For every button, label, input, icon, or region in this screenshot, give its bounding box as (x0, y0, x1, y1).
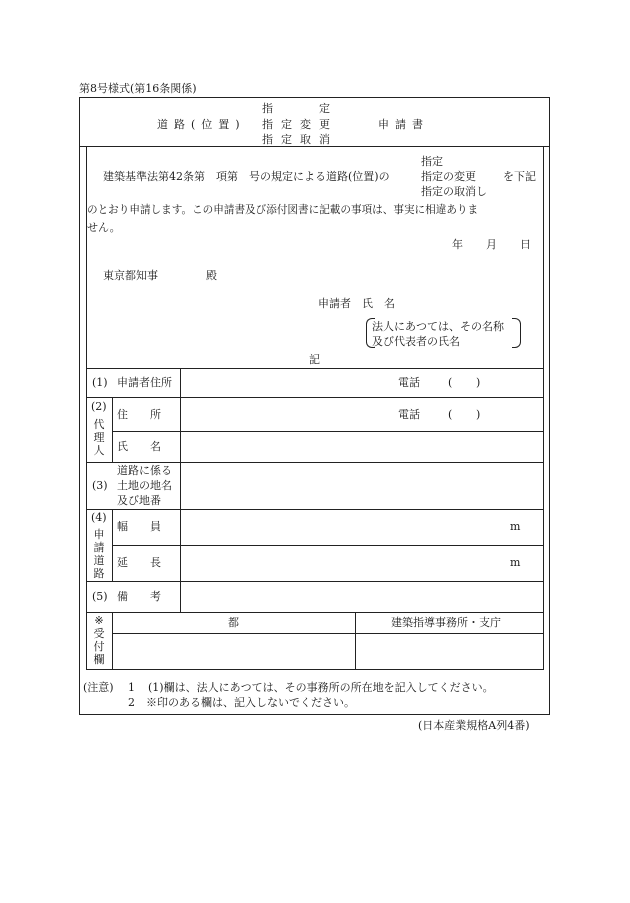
reception-col-metro: 都 (228, 616, 239, 629)
statement-option-change: 指定の変更 (421, 170, 476, 183)
date-month: 月 (486, 238, 497, 251)
ki-label: 記 (309, 353, 320, 366)
applicant-note-line1: 法人にあつては、その名称 (372, 320, 504, 333)
date-day: 日 (520, 238, 531, 251)
row4-length-label: 延 長 (117, 556, 161, 569)
table-top-border (86, 368, 544, 369)
row3-label-line3: 及び地番 (117, 494, 161, 507)
row2-phone-paren-open: ( (448, 408, 453, 421)
date-year: 年 (452, 238, 463, 251)
row4-width-label: 幅 員 (117, 520, 161, 533)
statement-option-cancel: 指定の取消し (421, 185, 487, 198)
row2-phone-label: 電話 (398, 408, 420, 421)
statement-post: を下記 (503, 170, 536, 183)
row4-number: (4) (91, 511, 107, 524)
note2-number: 2 (128, 696, 135, 709)
body-left-border (86, 146, 87, 368)
row3-label-line2: 土地の地名 (117, 479, 172, 492)
applicant-name-label: 申請者 氏 名 (318, 297, 395, 310)
row1-number: (1) (92, 376, 108, 389)
row5-number: (5) (92, 590, 108, 603)
standard-footer: (日本産業規格A列4番) (418, 719, 530, 732)
title-road: 道路(位置) (157, 118, 246, 131)
table-left-border (86, 368, 87, 669)
row5-label: 備 考 (117, 590, 161, 603)
honorific: 殿 (206, 269, 217, 282)
row1-phone-label: 電話 (398, 376, 420, 389)
row4-group-label: 申 請 道 路 (93, 528, 105, 580)
row3-number: (3) (92, 479, 108, 492)
title-suffix: 申請書 (378, 118, 429, 131)
note-brace-right (512, 318, 521, 348)
addressee: 東京都知事 (103, 269, 158, 282)
body-right-border (543, 146, 544, 368)
title-divider (79, 146, 550, 147)
statement-line2: のとおり申請します。この申請書及び添付図書に記載の事項は、事実に相違ありま (87, 204, 479, 216)
note2-text: ※印のある欄は、記入しないでください。 (146, 696, 355, 709)
table-right-border (543, 368, 544, 669)
row1-label: 申請者住所 (117, 376, 172, 389)
statement-option-designate: 指定 (421, 155, 443, 168)
form-number: 第8号様式(第16条関係) (79, 82, 197, 95)
title-option-cancel: 指定取消 (262, 133, 338, 146)
note1-text: (1)欄は、法人にあつては、その事務所の所在地を記入してください。 (148, 681, 494, 694)
statement-pre: 建築基準法第42条第 項第 号の規定による道路(位置)の (103, 170, 390, 183)
row4-width-unit: m (510, 520, 521, 533)
row2-number: (2) (91, 400, 107, 413)
statement-line3: せん。 (87, 221, 121, 234)
reception-col-office: 建築指導事務所・支庁 (391, 616, 501, 629)
row4-length-unit: m (510, 556, 521, 569)
row1-phone-paren-close: ) (476, 376, 481, 389)
notes-label: (注意) (83, 681, 114, 694)
title-option-change: 指定変更 (262, 118, 338, 131)
reception-group-label: ※ 受 付 欄 (93, 614, 105, 666)
row3-label-line1: 道路に係る (117, 464, 172, 477)
title-option-designate: 指 定 (262, 102, 338, 115)
note1-number: 1 (128, 681, 135, 694)
table-bottom-border (86, 669, 544, 670)
applicant-note-line2: 及び代表者の氏名 (372, 335, 460, 348)
row2-phone-paren-close: ) (476, 408, 481, 421)
row2-address-label: 住 所 (117, 408, 161, 421)
row2-name-label: 氏 名 (117, 440, 161, 453)
row1-phone-paren-open: ( (448, 376, 453, 389)
row2-group-label: 代 理 人 (93, 418, 105, 457)
